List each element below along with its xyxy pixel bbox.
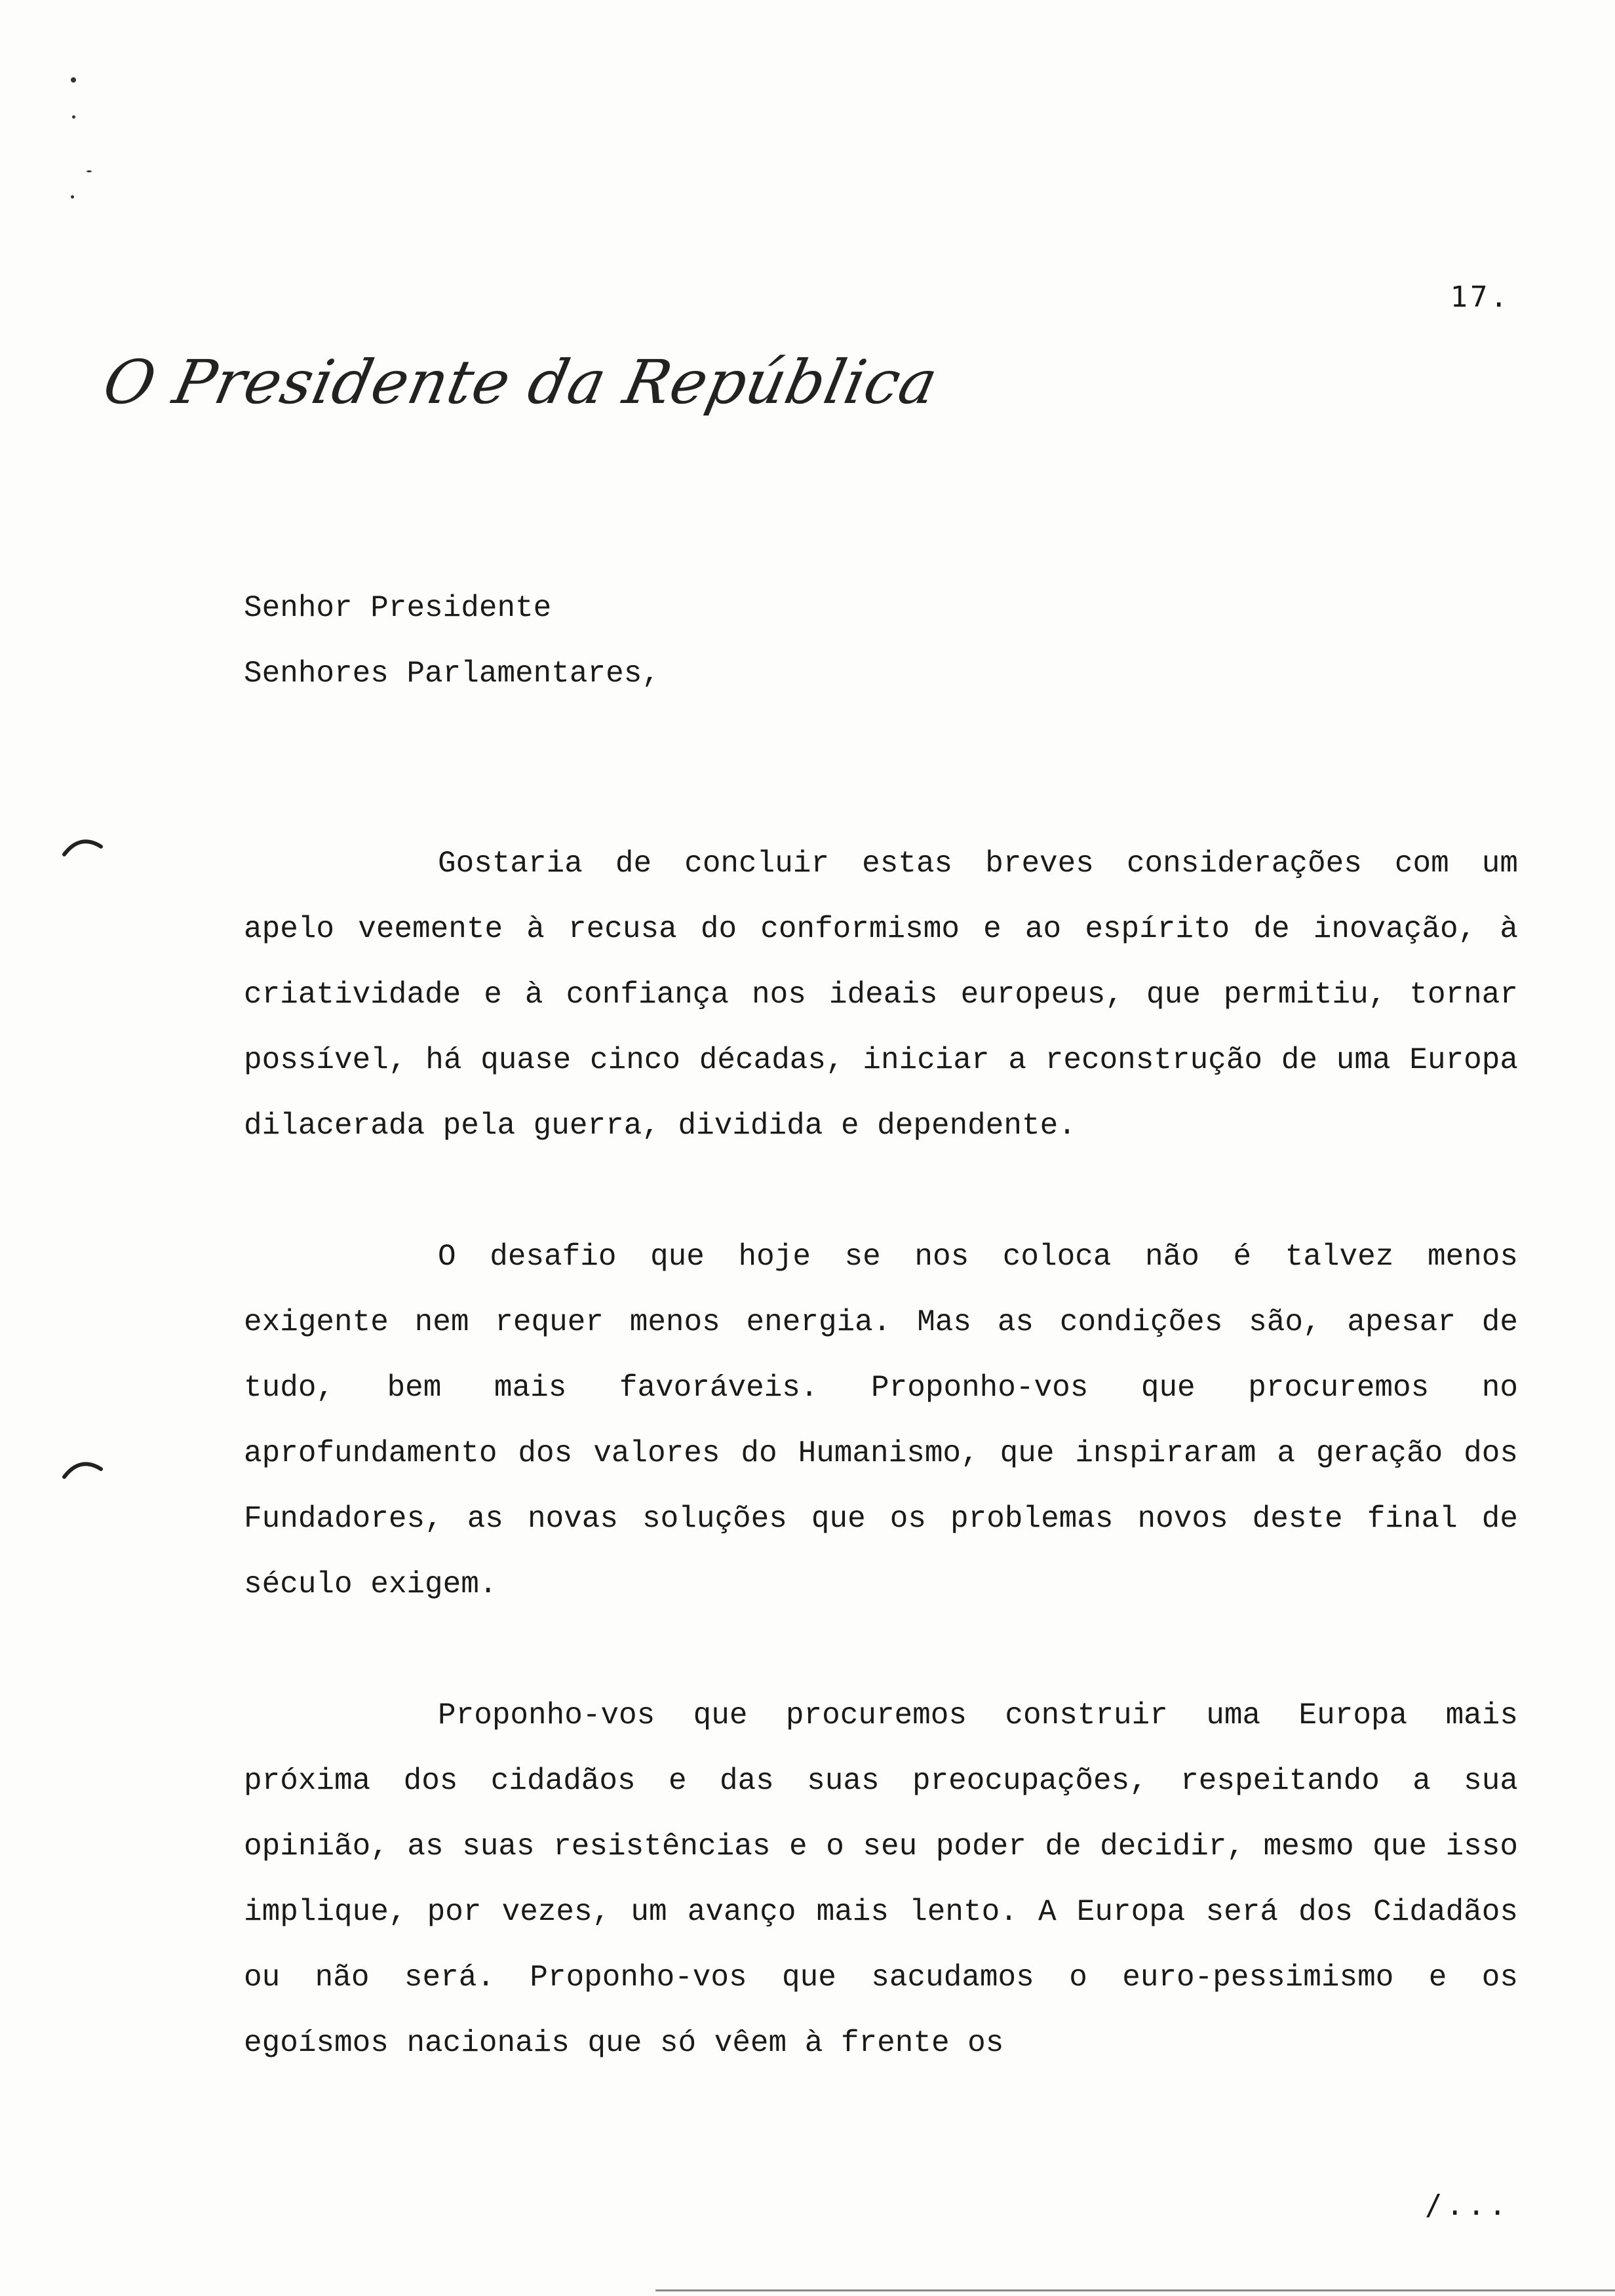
scan-speck bbox=[71, 77, 76, 83]
body-text bbox=[244, 831, 1518, 2141]
salutation-line: Senhores Parlamentares, bbox=[244, 657, 660, 691]
scan-speck bbox=[71, 195, 74, 199]
continuation-mark: /... bbox=[1425, 2189, 1510, 2222]
scan-edge-line bbox=[655, 2289, 1615, 2291]
punch-hole-mark bbox=[60, 1455, 106, 1481]
salutation-line: Senhor Presidente bbox=[244, 591, 552, 625]
scan-speck bbox=[72, 115, 75, 119]
paragraph: O desafio que hoje se nos coloca não é talvez menos exigente nem requer menos energia. Mas as condições são, apesar de tudo, bem mais favoráveis. Proponho-vos que procuremos no aprofundamento dos valores do Humanismo, que inspiraram a geração dos Fundadores, as novas soluções que os problemas novos deste final de século exigem. bbox=[244, 1240, 1518, 1601]
paragraph: Proponho-vos que procuremos construir uma Europa mais próxima dos cidadãos e das suas preocupações, respeitando a sua opinião, as suas resistências e o seu poder de decidir, mesmo que isso implique, por vezes, um avanço mais lento. A Europa será dos Cidadãos ou não será. Proponho-vos que sacudamos o euro-pessimismo e os egoísmos nacionais que só vêem à frente os bbox=[244, 1698, 1518, 2060]
punch-hole-mark bbox=[60, 832, 106, 858]
page-number: 17. bbox=[1450, 280, 1510, 314]
scan-speck bbox=[87, 170, 92, 172]
salutation bbox=[244, 575, 660, 706]
letterhead: O Presidente da República bbox=[97, 347, 944, 417]
paragraph: Gostaria de concluir estas breves considerações com um apelo veemente à recusa do conformismo e ao espírito de inovação, à criatividade e à confiança nos ideais europeus, que permitiu, tornar possível, há quase cinco décadas, iniciar a reconstrução de uma Europa dilacerada pela guerra, dividida e dependente. bbox=[244, 847, 1518, 1143]
